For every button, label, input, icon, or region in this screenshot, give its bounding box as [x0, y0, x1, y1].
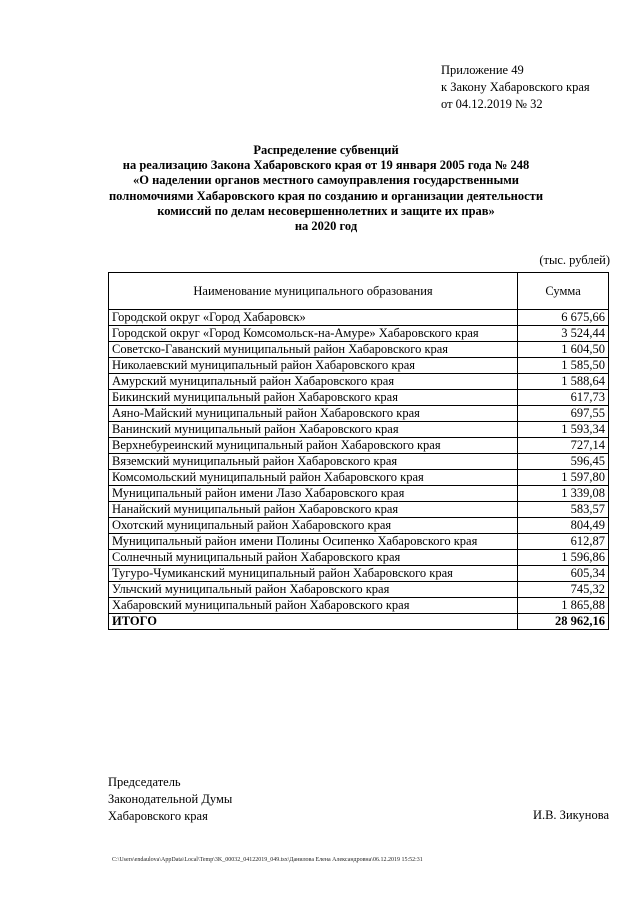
municipality-sum: 804,49	[518, 518, 609, 534]
table-row	[109, 374, 609, 390]
municipality-sum: 596,45	[518, 454, 609, 470]
municipality-sum: 727,14	[518, 438, 609, 454]
municipality-name: Нанайский муниципальный район Хабаровского края	[109, 502, 518, 518]
table-row	[109, 582, 609, 598]
municipality-name: Охотский муниципальный район Хабаровского края	[109, 518, 518, 534]
municipality-name: Вяземский муниципальный район Хабаровского края	[109, 454, 518, 470]
municipality-sum: 1 596,86	[518, 550, 609, 566]
title-line-6: на 2020 год	[294, 219, 358, 234]
file-path-footer: C:\Users\endaulova\AppData\Local\Temp\3K_00032_04122019_049.tsx\Данилова Елена Александровна\06.12.2019 15:52:31	[112, 857, 423, 863]
municipality-name: Амурский муниципальный район Хабаровского края	[109, 374, 518, 390]
title-line-3: «О наделении органов местного самоуправления государственными	[133, 173, 519, 188]
table-row	[109, 566, 609, 582]
municipality-sum: 1 593,34	[518, 422, 609, 438]
total-row	[109, 614, 609, 630]
municipality-sum: 1 588,64	[518, 374, 609, 390]
municipality-name: Хабаровский муниципальный район Хабаровского края	[109, 598, 518, 614]
appendix-number: Приложение 49	[441, 63, 524, 77]
municipality-sum: 697,55	[518, 406, 609, 422]
municipality-name: Ванинский муниципальный район Хабаровского края	[109, 422, 518, 438]
signature-title-3: Хабаровского края	[108, 809, 208, 823]
municipality-name: Ульчский муниципальный район Хабаровского края	[109, 582, 518, 598]
municipality-sum: 3 524,44	[518, 326, 609, 342]
municipality-sum: 745,32	[518, 582, 609, 598]
header-name: Наименование муниципального образования	[109, 273, 518, 310]
table-row	[109, 518, 609, 534]
table-row	[109, 342, 609, 358]
table-row	[109, 550, 609, 566]
municipality-sum: 583,57	[518, 502, 609, 518]
document-title	[96, 143, 556, 234]
table-header-row	[109, 273, 609, 310]
signature-title-1: Председатель	[108, 775, 181, 789]
table-row	[109, 438, 609, 454]
municipality-sum: 617,73	[518, 390, 609, 406]
header-sum: Сумма	[518, 273, 609, 310]
unit-label: (тыс. рублей)	[539, 253, 610, 267]
municipality-name: Муниципальный район имени Полины Осипенко Хабаровского края	[109, 534, 518, 550]
signature-title-2: Законодательной Думы	[108, 792, 233, 806]
table-row	[109, 390, 609, 406]
total-sum: 28 962,16	[518, 614, 609, 630]
title-line-2: на реализацию Закона Хабаровского края от 19 января 2005 года № 248	[122, 158, 530, 173]
signature-block	[108, 774, 232, 825]
municipality-name: Советско-Гаванский муниципальный район Хабаровского края	[109, 342, 518, 358]
municipality-sum: 1 339,08	[518, 486, 609, 502]
signer-name: И.В. Зикунова	[532, 808, 609, 822]
table-row	[109, 326, 609, 342]
municipality-sum: 605,34	[518, 566, 609, 582]
municipality-sum: 1 585,50	[518, 358, 609, 374]
appendix-date: от 04.12.2019 № 32	[441, 97, 543, 111]
table-row	[109, 310, 609, 326]
municipality-name: Бикинский муниципальный район Хабаровского края	[109, 390, 518, 406]
title-line-5: комиссий по делам несовершеннолетних и защите их прав»	[157, 203, 495, 218]
municipality-name: Солнечный муниципальный район Хабаровского края	[109, 550, 518, 566]
total-label: ИТОГО	[109, 614, 518, 630]
municipality-name: Комсомольский муниципальный район Хабаровского края	[109, 470, 518, 486]
table-row	[109, 470, 609, 486]
table-row	[109, 502, 609, 518]
subvention-table	[108, 272, 609, 630]
municipality-name: Тугуро-Чумиканский муниципальный район Хабаровского края	[109, 566, 518, 582]
municipality-name: Муниципальный район имени Лазо Хабаровского края	[109, 486, 518, 502]
title-line-4: полномочиями Хабаровского края по созданию и организации деятельности	[108, 188, 544, 203]
table-row	[109, 598, 609, 614]
title-line-1: Распределение субвенций	[253, 143, 399, 157]
table-row	[109, 358, 609, 374]
municipality-sum: 1 604,50	[518, 342, 609, 358]
municipality-name: Городской округ «Город Хабаровск»	[109, 310, 518, 326]
table-row	[109, 422, 609, 438]
municipality-sum: 612,87	[518, 534, 609, 550]
table-row	[109, 406, 609, 422]
municipality-sum: 1 865,88	[518, 598, 609, 614]
table-row	[109, 454, 609, 470]
municipality-name: Верхнебуреинский муниципальный район Хабаровского края	[109, 438, 518, 454]
municipality-name: Николаевский муниципальный район Хабаровского края	[109, 358, 518, 374]
appendix-header	[441, 62, 590, 113]
municipality-name: Аяно-Майский муниципальный район Хабаровского края	[109, 406, 518, 422]
municipality-name: Городской округ «Город Комсомольск-на-Амуре» Хабаровского края	[109, 326, 518, 342]
table-row	[109, 534, 609, 550]
appendix-law-ref: к Закону Хабаровского края	[441, 80, 590, 94]
municipality-sum: 6 675,66	[518, 310, 609, 326]
municipality-sum: 1 597,80	[518, 470, 609, 486]
table-row	[109, 486, 609, 502]
